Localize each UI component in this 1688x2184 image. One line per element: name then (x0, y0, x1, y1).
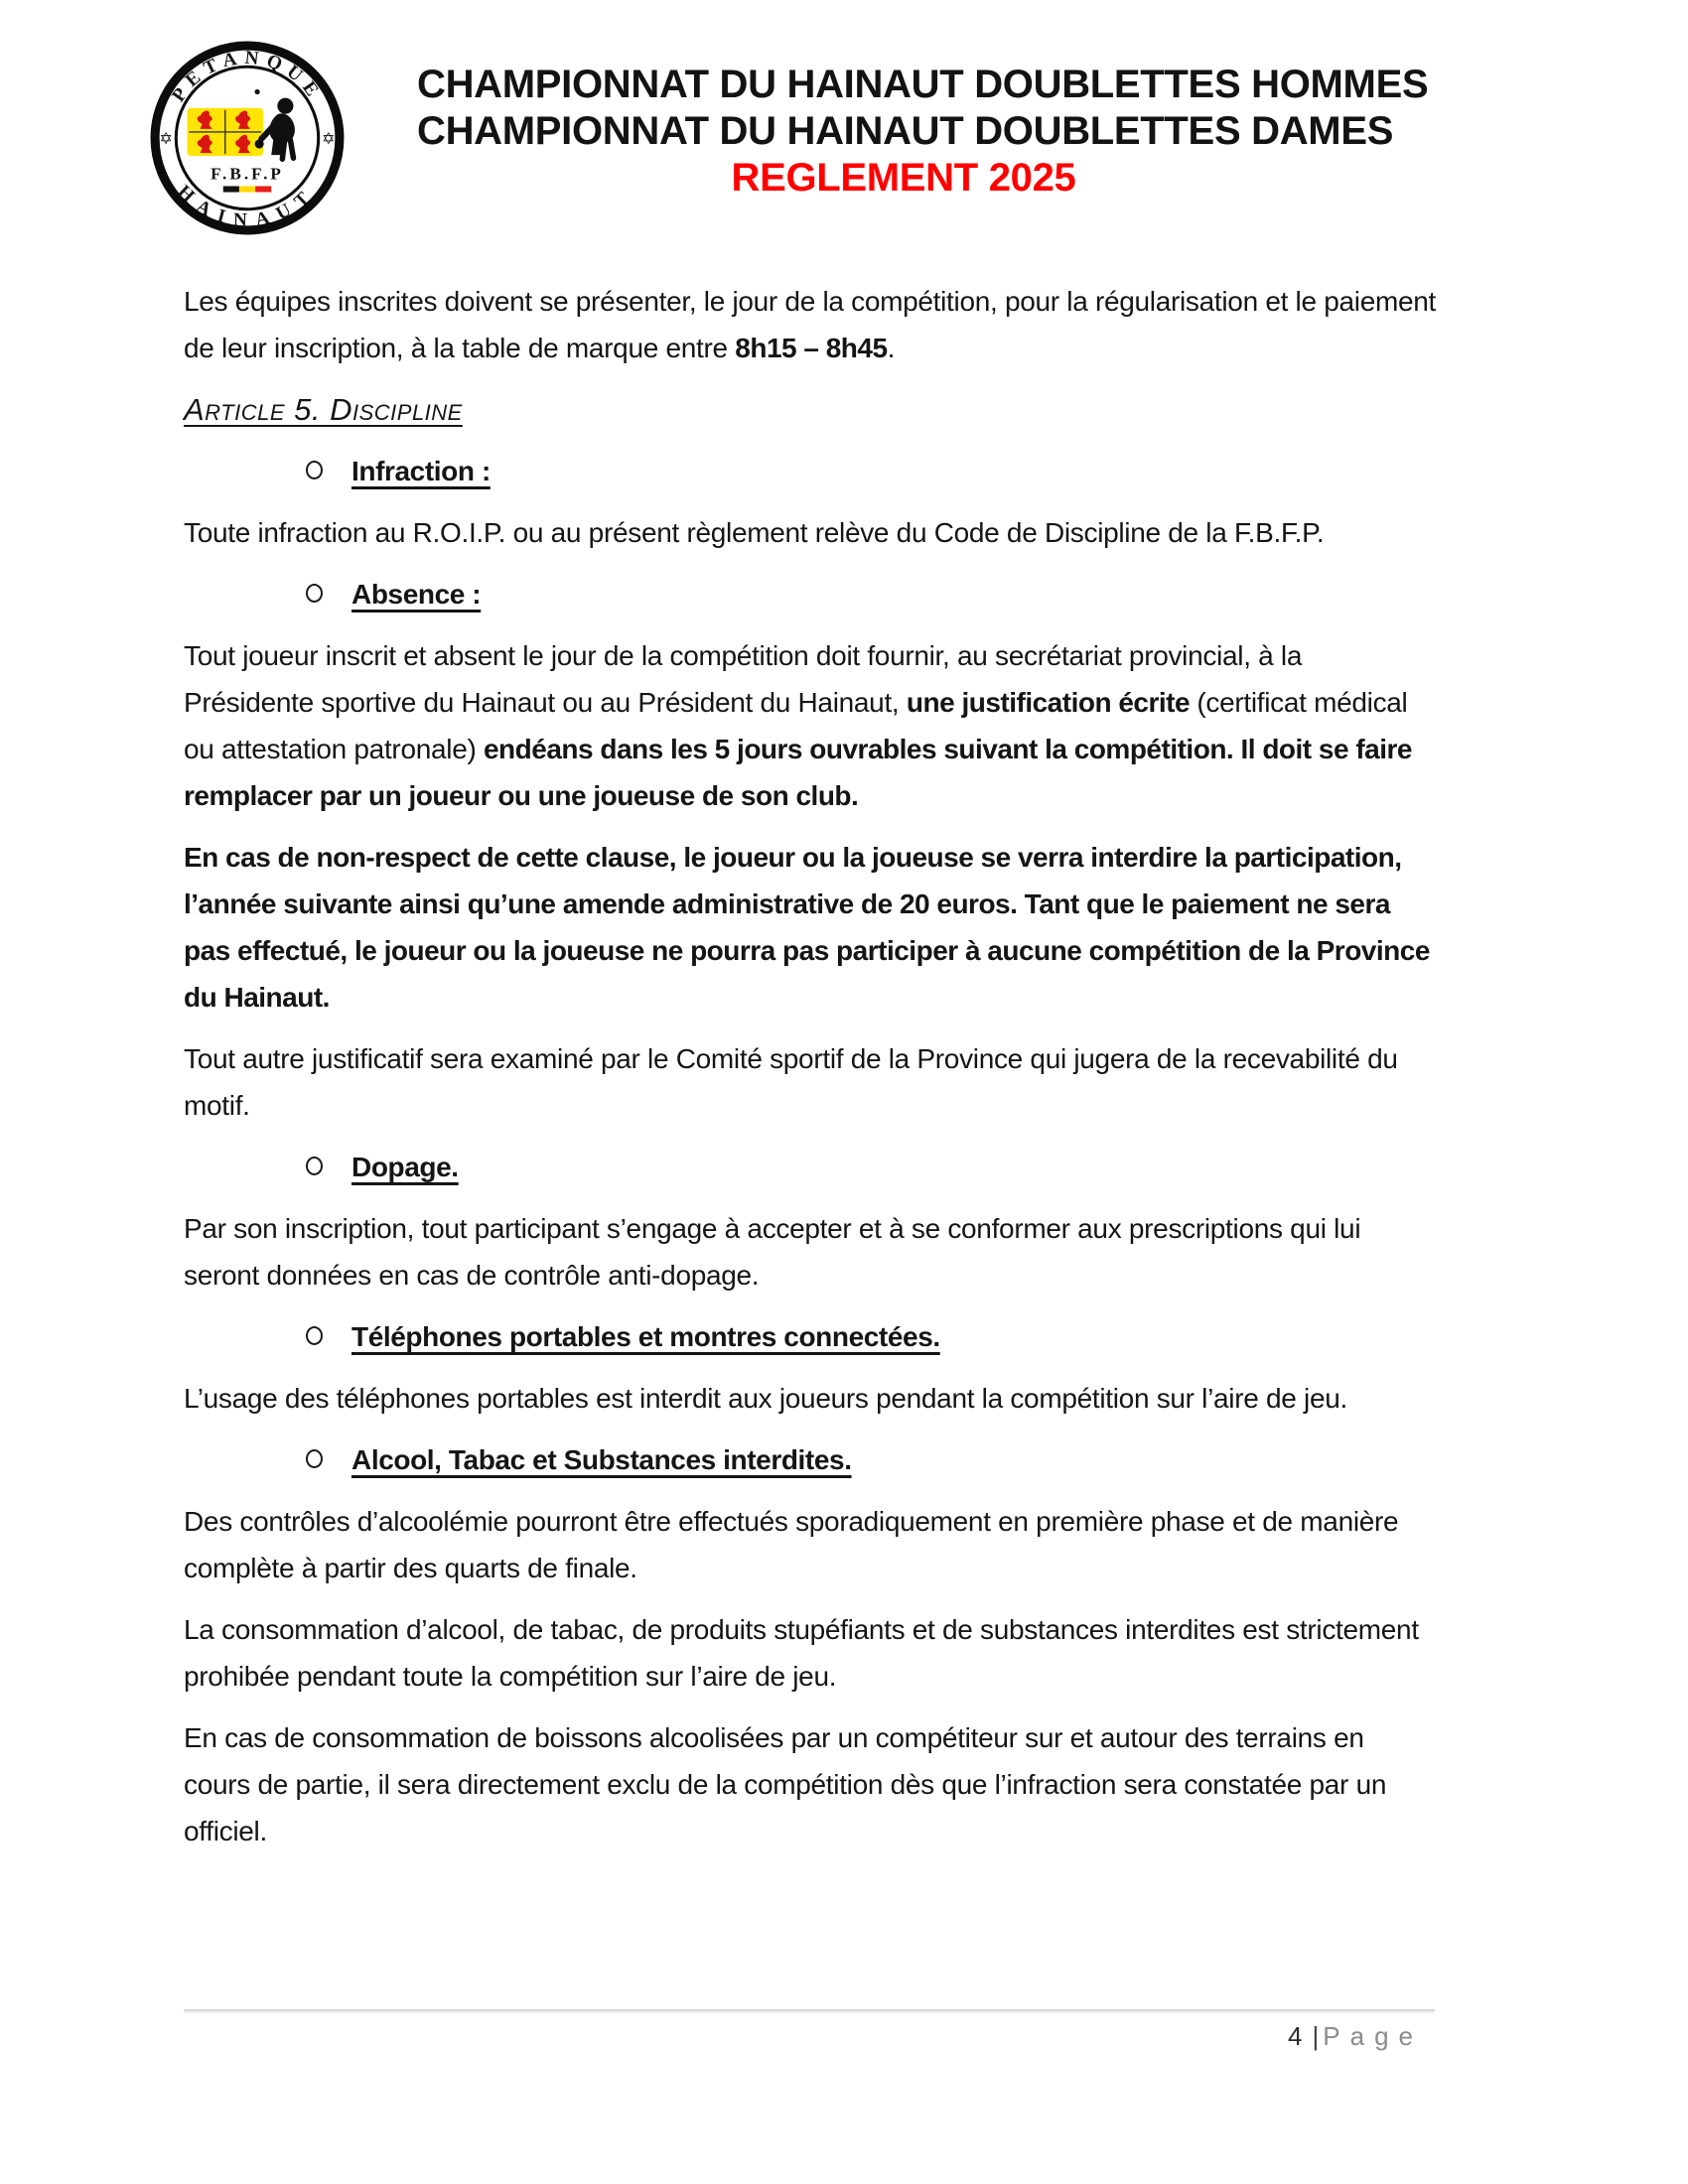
bullet-item (184, 448, 1437, 494)
paragraph (184, 1606, 1437, 1700)
text-run: . (887, 333, 896, 363)
title-line-2: CHAMPIONNAT DU HAINAUT DOUBLETTES DAMES (417, 109, 1394, 153)
text-run: Des contrôles d’alcoolémie pourront être effectués sporadiquement en première phase et de manière complète à partir des quarts de finale. (184, 1506, 1399, 1583)
bullet-circle-icon (306, 1326, 323, 1345)
paragraph (184, 1375, 1437, 1422)
bold-text-run: 8h15 – 8h45 (735, 333, 888, 363)
bullet-circle-icon (306, 1157, 323, 1175)
bold-text-run: endéans dans les 5 jours ouvrables suivant la compétition. Il doit se faire remplacer par un joueur ou une joueuse de son club. (184, 734, 1412, 811)
bullet-circle-icon (306, 461, 323, 479)
text-run: L’usage des téléphones portables est interdit aux joueurs pendant la compétition sur l’aire de jeu. (184, 1383, 1347, 1414)
paragraph (184, 834, 1437, 1021)
bullet-circle-icon (306, 1449, 323, 1468)
bullet-label: Dopage. (352, 1152, 459, 1182)
logo-dot (254, 89, 259, 94)
belgian-flag-stripe-icon (223, 186, 271, 192)
text-run: Toute infraction au R.O.I.P. ou au présent règlement relève du Code de Discipline de la F.B.F.P. (184, 517, 1325, 548)
paragraph (184, 278, 1437, 371)
logo-top-text: PETANQUE (168, 47, 327, 106)
star-icon: ✡ (159, 129, 173, 149)
page-footer (184, 2021, 1423, 2051)
footer-separator: | (1312, 2021, 1320, 2051)
paragraph (184, 509, 1437, 556)
text-run: Les équipes inscrites doivent se présenter, le jour de la compétition, pour la régularisation et le paiement de leur inscription, à la table de marque entre (184, 286, 1437, 363)
bullet-label: Alcool, Tabac et Substances interdites. (352, 1444, 852, 1475)
bullet-label: Téléphones portables et montres connectées. (352, 1321, 940, 1352)
logo-center-text: F.B.F.P (211, 164, 284, 184)
document-title-block (417, 62, 1429, 202)
doc-body (184, 278, 1437, 1869)
text-run: Tout autre justificatif sera examiné par le Comité sportif de la Province qui jugera de la recevabilité du motif. (184, 1043, 1398, 1121)
text-run: Tout joueur inscrit et absent le jour de la compétition doit fournir, au secrétariat provincial, à la Présidente sportive du Hainaut ou au Président du Hainaut, (184, 640, 1303, 718)
bullet-item (184, 571, 1437, 617)
bullet-label: Absence : (352, 579, 482, 610)
bold-text-run: En cas de non-respect de cette clause, le joueur ou la joueuse se verra interdire la participation, l’année suivante ainsi qu’une amende administrative de 20 euros. Tant que le paiement ne sera pas effectué, le joueur ou la joueuse ne pourra pas participer à aucune compétition de la Province du Hainaut. (184, 842, 1430, 1013)
bold-text-run: une justification écrite (906, 687, 1197, 718)
bullet-item (184, 1436, 1437, 1483)
petanque-hainaut-logo (147, 38, 348, 238)
paragraph (184, 1498, 1437, 1591)
footer-divider (184, 2009, 1435, 2013)
article-heading: Article 5. Discipline (184, 392, 463, 427)
page-label: Page (1323, 2021, 1423, 2051)
text-run: La consommation d’alcool, de tabac, de produits stupéfiants et de substances interdites est strictement prohibée pendant toute la compétition sur l’aire de jeu. (184, 1614, 1419, 1692)
page-number: 4 (1288, 2021, 1303, 2051)
bullet-label: Infraction : (352, 456, 491, 486)
star-icon: ✡ (322, 129, 336, 149)
paragraph (184, 1714, 1437, 1854)
text-run: (certificat médical ou attestation patronale) (184, 687, 1408, 764)
paragraph (184, 632, 1437, 819)
logo-bottom-text: HAINAUT (173, 181, 322, 231)
hainaut-flag-icon (187, 108, 263, 156)
bullet-item (184, 1313, 1437, 1360)
bullet-circle-icon (306, 584, 323, 603)
text-run: En cas de consommation de boissons alcoolisées par un compétiteur sur et autour des terrains en cours de partie, il sera directement exclu de la compétition dès que l’infraction sera constatée par un officiel. (184, 1722, 1387, 1846)
title-line-reglement: REGLEMENT 2025 (731, 156, 1076, 200)
paragraph (184, 1035, 1437, 1129)
bullet-item (184, 1144, 1437, 1190)
paragraph (184, 1205, 1437, 1298)
title-line-1: CHAMPIONNAT DU HAINAUT DOUBLETTES HOMMES (417, 63, 1429, 106)
text-run: Par son inscription, tout participant s’engage à accepter et à se conformer aux prescriptions qui lui seront données en cas de contrôle anti-dopage. (184, 1213, 1361, 1291)
